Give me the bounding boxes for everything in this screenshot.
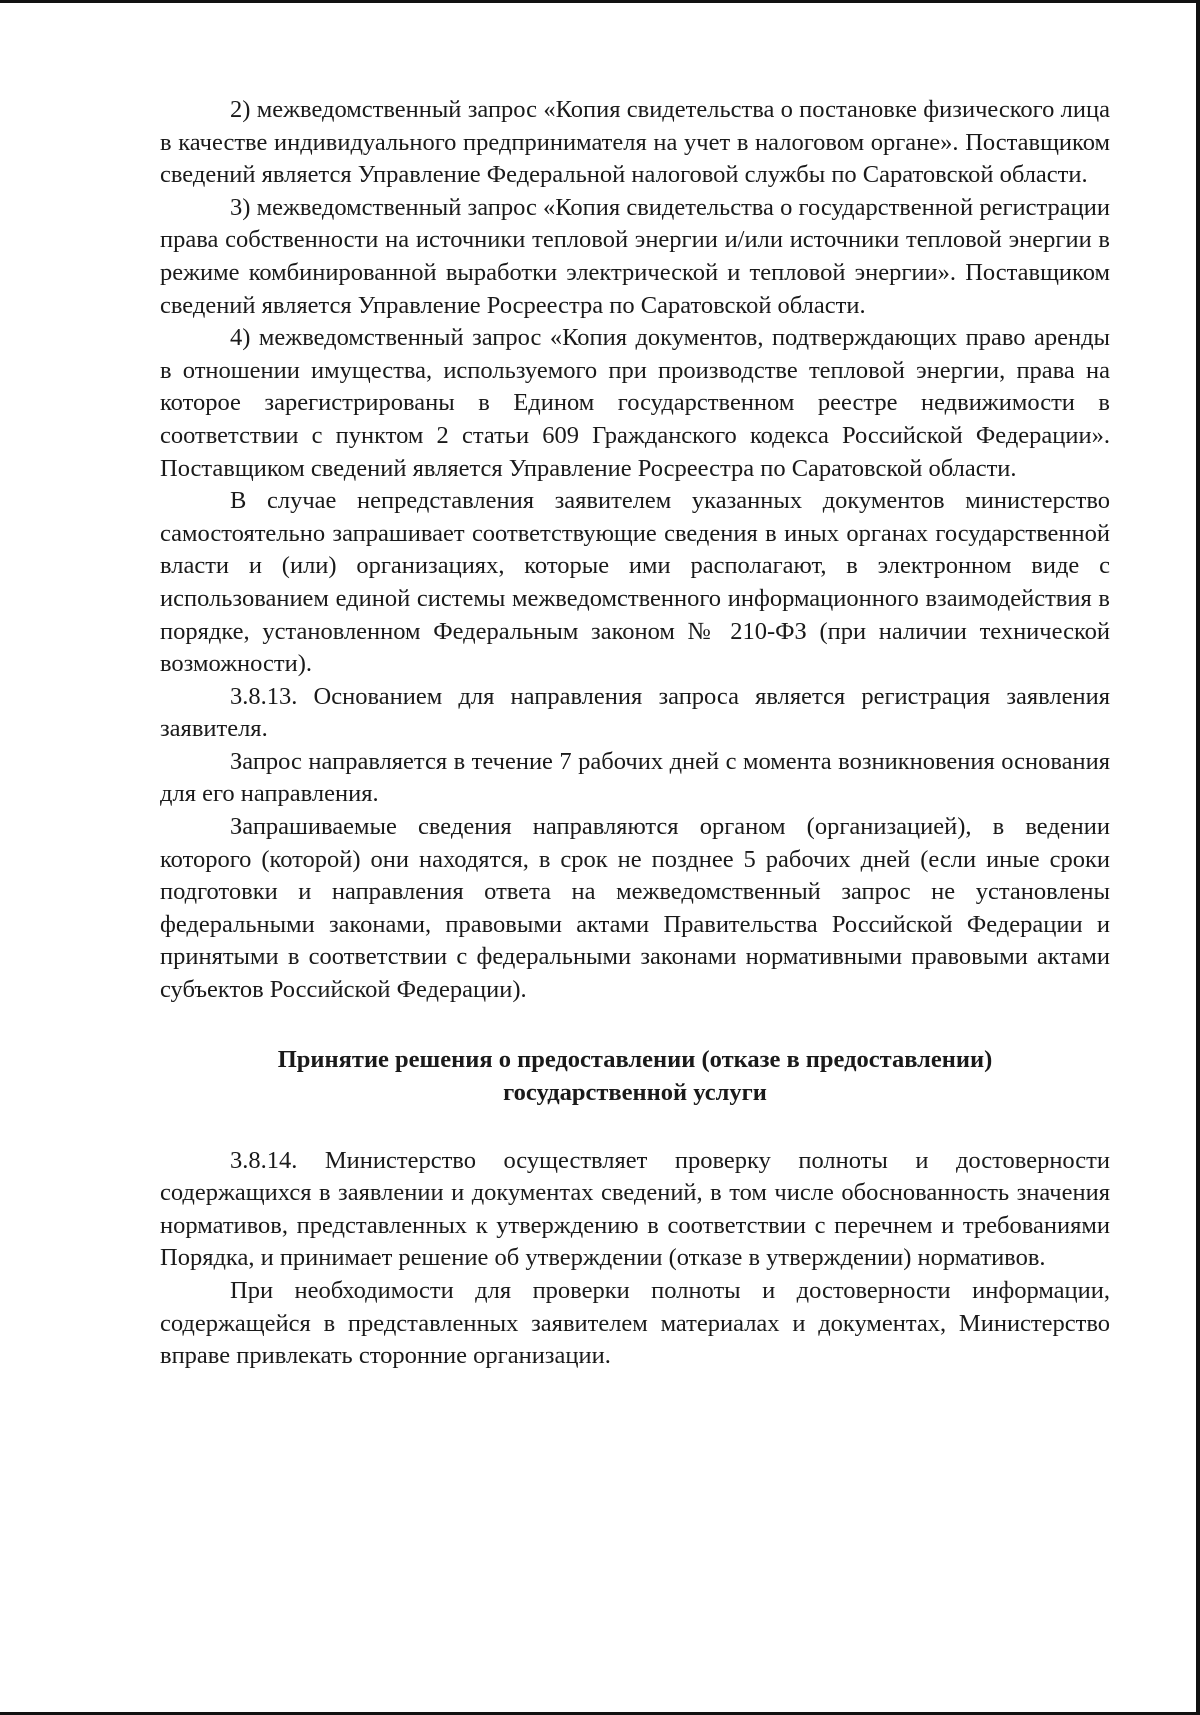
- paragraph-interagency-request-2: 2) межведомственный запрос «Копия свидетельства о постановке физического лица в качестве индивидуального предпринимателя на учет в налоговом органе». Поставщиком сведений является Управление Федеральной налоговой службы по Саратовской области.: [160, 96, 1110, 189]
- paragraph-non-submission: В случае непредставления заявителем указанных документов министерство самостоятельно запрашивает соответствующие сведения в иных органах государственной власти и (или) организациях, которые ими располагают, в электронном виде с использованием единой системы межведомственного информационного взаимодействия в порядке, установленном Федеральным законом № 210-ФЗ (при наличии технической возможности).: [160, 487, 1110, 678]
- paragraph-response-deadline: Запрашиваемые сведения направляются органом (организацией), в ведении которого (которой) они находятся, в срок не позднее 5 рабочих дней (если иные сроки подготовки и направления ответа на межведомственный запрос не установлены федеральными законами, правовыми актами Правительства Российской Федерации и принятыми в соответствии с федеральными законами нормативными правовыми актами субъектов Российской Федерации).: [160, 813, 1110, 1004]
- scan-top-border: [0, 0, 1200, 3]
- paragraph-request-deadline: Запрос направляется в течение 7 рабочих дней с момента возникновения основания для его направления.: [160, 747, 1110, 808]
- paragraph-interagency-request-3: 3) межведомственный запрос «Копия свидетельства о государственной регистрации права собственности на источники тепловой энергии и/или источники тепловой энергии в режиме комбинированной выработки электрической и тепловой энергии». Поставщиком сведений является Управление Росреестра по Саратовской области.: [160, 193, 1110, 319]
- paragraph-third-parties: При необходимости для проверки полноты и достоверности информации, содержащейся в представленных заявителем материалах и документах, Министерство вправе привлекать сторонние организации.: [160, 1277, 1110, 1370]
- scan-right-edge: [1196, 0, 1200, 1715]
- section-heading: [160, 1043, 1110, 1109]
- paragraph-3-8-14: 3.8.14. Министерство осуществляет проверку полноты и достоверности содержащихся в заявлении и документах сведений, в том числе обоснованность значения нормативов, представленных к утверждению в соответствии с перечнем и требованиями Порядка, и принимает решение об утверждении (отказе в утверждении) нормативов.: [160, 1146, 1110, 1272]
- document-page: [160, 94, 1110, 1373]
- section-heading-line-1: Принятие решения о предоставлении (отказе в предоставлении): [277, 1045, 993, 1073]
- paragraph-3-8-13: 3.8.13. Основанием для направления запроса является регистрация заявления заявителя.: [160, 682, 1110, 743]
- paragraph-interagency-request-4: 4) межведомственный запрос «Копия документов, подтверждающих право аренды в отношении имущества, используемого при производстве тепловой энергии, права на которое зарегистрированы в Едином государственном реестре недвижимости в соответствии с пунктом 2 статьи 609 Гражданского кодекса Российской Федерации». Поставщиком сведений является Управление Росреестра по Саратовской области.: [160, 324, 1110, 482]
- section-heading-line-2: государственной услуги: [503, 1078, 767, 1106]
